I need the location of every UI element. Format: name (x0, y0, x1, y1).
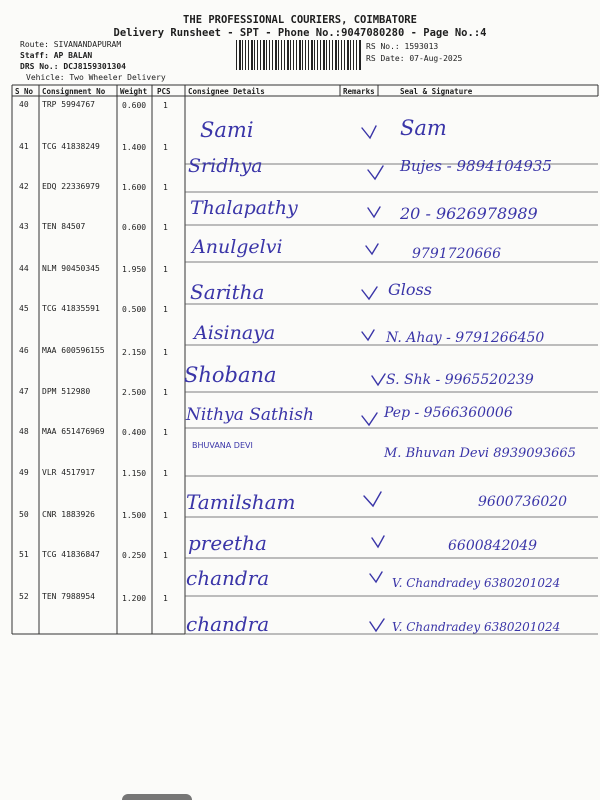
drs-label: DRS No.: DCJ8159301304 (20, 62, 126, 71)
route-label: Route: SIVANANDAPURAM (20, 40, 122, 49)
vehicle-label: Vehicle: Two Wheeler Delivery (26, 73, 166, 82)
row-consignment: EDQ 22336979 (42, 182, 100, 191)
row-consignment: TEN 7988954 (42, 592, 95, 601)
row-seal-signature: N. Ahay - 9791266450 (386, 330, 545, 346)
row-weight: 0.400 (122, 428, 147, 437)
row-pcs: 1 (163, 101, 168, 110)
row-pcs: 1 (163, 305, 168, 314)
col-header-remarks: Remarks (343, 87, 375, 96)
row-consignee-signature: Saritha (190, 280, 265, 304)
col-header-consignment: Consignment No (42, 87, 106, 96)
row-seal-signature: Gloss (388, 280, 432, 299)
row-sno: 47 (19, 387, 29, 396)
row-consignee-signature: Aisinaya (194, 322, 276, 344)
row-sno: 51 (19, 550, 29, 559)
row-weight: 1.200 (122, 594, 147, 603)
row-pcs: 1 (163, 348, 168, 357)
row-weight: 2.150 (122, 348, 147, 357)
row-weight: 2.500 (122, 388, 147, 397)
col-header-sno: S No (15, 87, 34, 96)
row-consignment: TRP 5994767 (42, 100, 95, 109)
row-pcs: 1 (163, 469, 168, 478)
row-weight: 0.500 (122, 305, 147, 314)
row-sno: 43 (19, 222, 29, 231)
row-sno: 50 (19, 510, 29, 519)
row-consignee-signature: chandra (186, 612, 270, 636)
row-seal-signature: 9791720666 (412, 246, 502, 262)
row-seal-signature: 6600842049 (448, 538, 538, 554)
col-header-weight: Weight (120, 87, 148, 96)
row-sno: 44 (19, 264, 29, 273)
row-weight: 1.150 (122, 469, 147, 478)
row-consignee-signature: Shobana (184, 363, 277, 387)
col-header-pcs: PCS (157, 87, 171, 96)
row-sno: 48 (19, 427, 29, 436)
row-pcs: 1 (163, 183, 168, 192)
rs-number: RS No.: 1593013 (366, 42, 439, 51)
row-sno: 45 (19, 304, 29, 313)
row-sno: 41 (19, 142, 29, 151)
row-consignment: TCG 41836847 (42, 550, 100, 559)
col-header-seal: Seal & Signature (400, 87, 473, 96)
bottom-smudge (122, 794, 192, 800)
row-consignee-signature: Sami (200, 118, 254, 142)
row-pcs: 1 (163, 511, 168, 520)
row-seal-signature: Bujes - 9894104935 (400, 157, 552, 175)
row-sno: 46 (19, 346, 29, 355)
row-seal-signature: S. Shk - 9965520239 (386, 372, 534, 388)
row-consignee-signature: chandra (186, 566, 270, 590)
row-consignment: MAA 600596155 (42, 346, 105, 355)
staff-label: Staff: AP BALAN (20, 51, 93, 60)
rs-date: RS Date: 07-Aug-2025 (366, 54, 463, 63)
row-consignment: TEN 84507 (42, 222, 86, 231)
row-consignment: DPM 512980 (42, 387, 91, 396)
row-consignee-signature: Thalapathy (190, 197, 298, 219)
row-weight: 1.400 (122, 143, 147, 152)
row-consignee-signature: preetha (188, 531, 267, 555)
row-pcs: 1 (163, 594, 168, 603)
row-seal-signature: V. Chandradey 6380201024 (392, 576, 561, 590)
row-pcs: 1 (163, 388, 168, 397)
row-pcs: 1 (163, 428, 168, 437)
row-consignee-signature: Sridhya (188, 155, 263, 177)
row-weight: 0.250 (122, 551, 147, 560)
row-pcs: 1 (163, 551, 168, 560)
row-consignee-signature: Tamilsham (186, 490, 296, 514)
col-header-consignee: Consignee Details (188, 87, 265, 96)
row-seal-signature: V. Chandradey 6380201024 (392, 620, 561, 634)
row-consignment: CNR 1883926 (42, 510, 95, 519)
row-sno: 49 (19, 468, 29, 477)
row-seal-signature: Sam (400, 116, 447, 140)
row-seal-signature: Pep - 9566360006 (384, 405, 513, 421)
row-consignment: TCG 41838249 (42, 142, 100, 151)
row-pcs: 1 (163, 143, 168, 152)
company-title: THE PROFESSIONAL COURIERS, COIMBATORE (183, 14, 417, 26)
row-consignee-signature: Nithya Sathish (186, 405, 314, 425)
row-weight: 0.600 (122, 223, 147, 232)
row-weight: 1.950 (122, 265, 147, 274)
row-pcs: 1 (163, 223, 168, 232)
row-seal-signature: 20 - 9626978989 (400, 204, 538, 223)
runsheet-title: Delivery Runsheet - SPT - Phone No.:9047080280 - Page No.:4 (113, 27, 487, 39)
row-seal-signature: 9600736020 (478, 494, 568, 510)
row-weight: 1.600 (122, 183, 147, 192)
row-consignment: MAA 651476969 (42, 427, 105, 436)
row-consignment: VLR 4517917 (42, 468, 95, 477)
row-pcs: 1 (163, 265, 168, 274)
row-consignment: TCG 41835591 (42, 304, 100, 313)
row-weight: 1.500 (122, 511, 147, 520)
row-consignee-signature: Anulgelvi (192, 236, 283, 258)
row-consignment: NLM 90450345 (42, 264, 100, 273)
row-sno: 42 (19, 182, 29, 191)
row-consignee-signature: BHUVANA DEVI (192, 441, 253, 450)
row-weight: 0.600 (122, 101, 147, 110)
row-sno: 40 (19, 100, 29, 109)
row-sno: 52 (19, 592, 29, 601)
row-seal-signature: M. Bhuvan Devi 8939093665 (384, 446, 576, 461)
